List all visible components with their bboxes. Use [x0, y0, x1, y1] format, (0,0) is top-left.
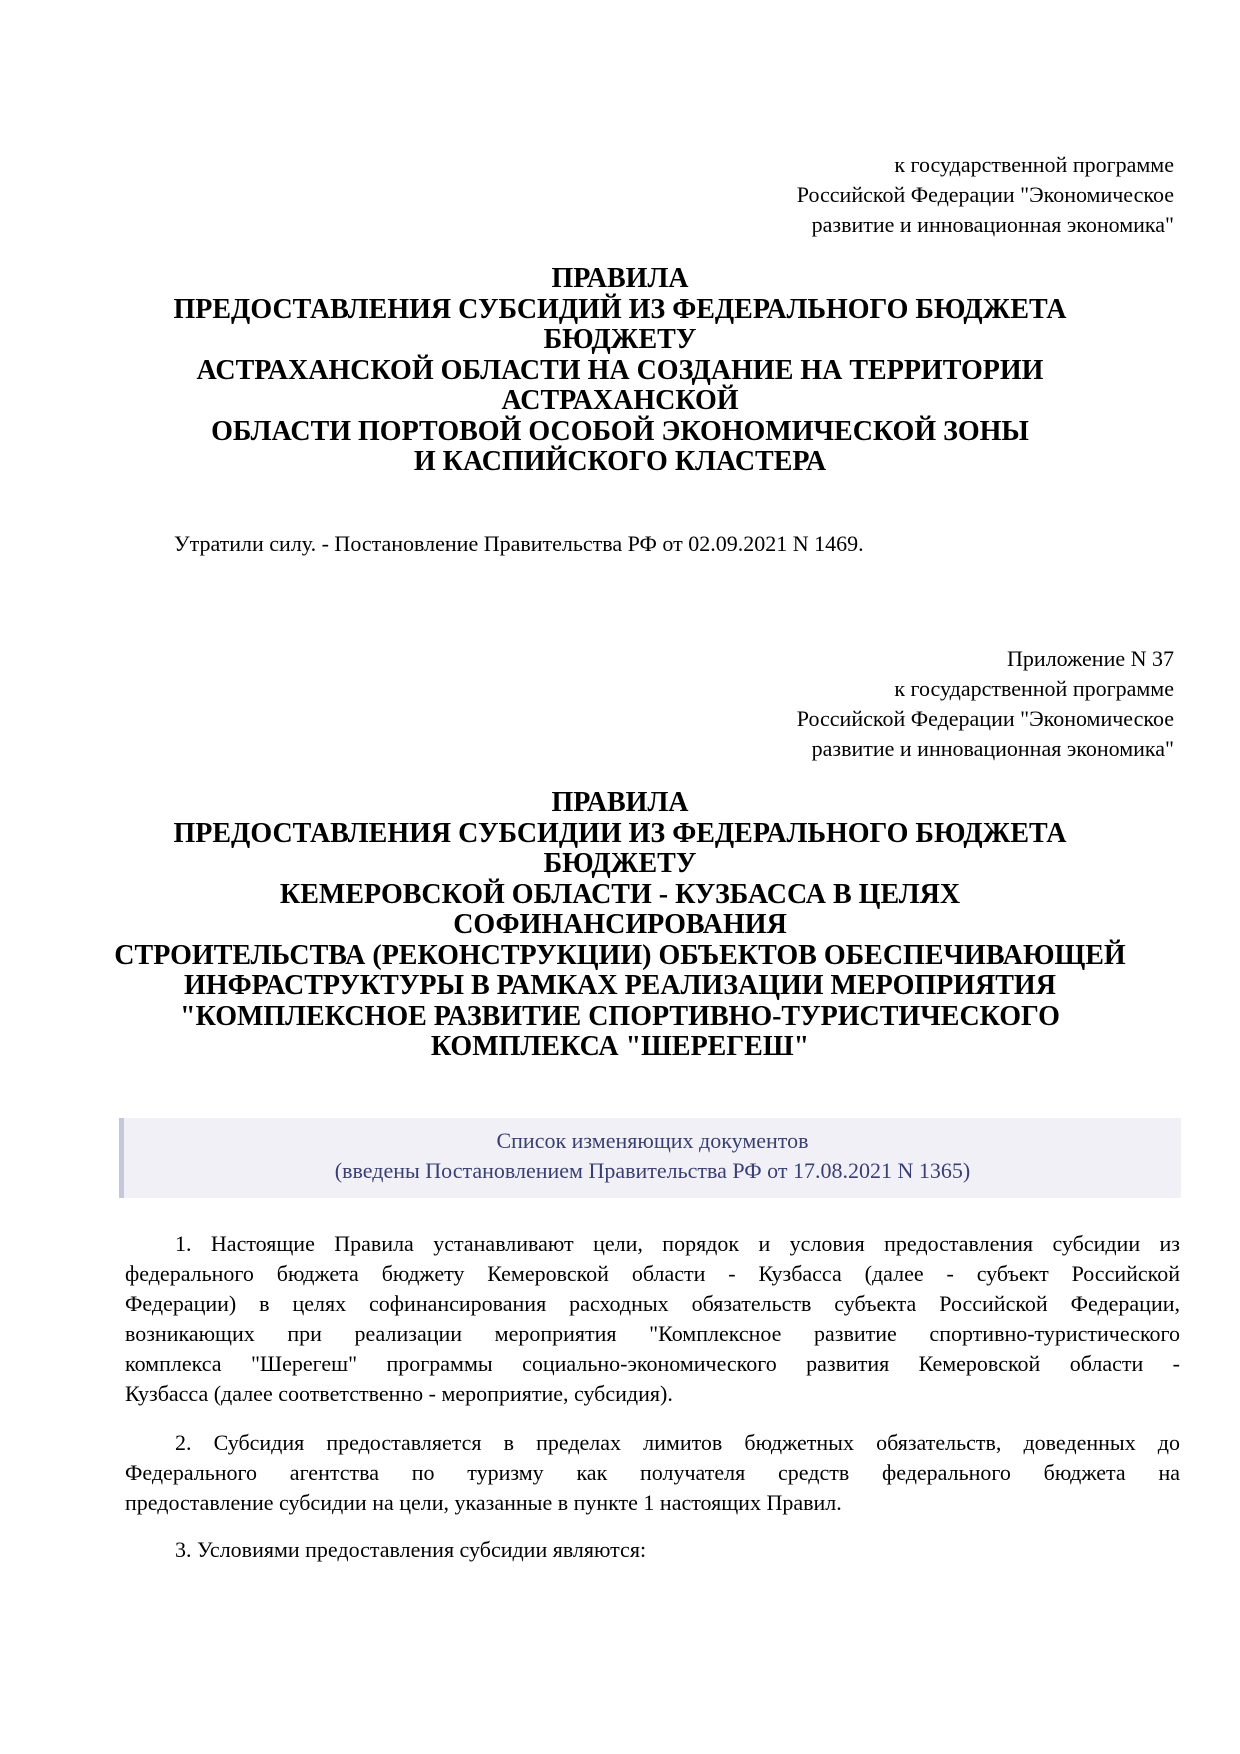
paragraph-line: 3. Условиями предоставления субсидии являются: — [175, 1537, 647, 1562]
changes-list-title: Список изменяющих документов — [496, 1128, 809, 1153]
title-line: АСТРАХАНСКОЙ — [501, 385, 739, 416]
paragraph-line: предоставление субсидии на цели, указанные в пункте 1 настоящих Правил. — [125, 1490, 842, 1515]
title-line: КОМПЛЕКСА "ШЕРЕГЕШ" — [430, 1031, 810, 1062]
title-line: СОФИНАНСИРОВАНИЯ — [453, 909, 787, 940]
title-line: КЕМЕРОВСКОЙ ОБЛАСТИ - КУЗБАССА В ЦЕЛЯХ — [279, 878, 961, 910]
title-line: ПРАВИЛА — [551, 263, 689, 294]
title-line: БЮДЖЕТУ — [543, 324, 697, 355]
appendix-number: Приложение N 37 — [1007, 646, 1174, 671]
title-line: АСТРАХАНСКОЙ ОБЛАСТИ НА СОЗДАНИЕ НА ТЕРРИТОРИИ — [196, 354, 1044, 386]
paragraph-1 — [125, 1229, 1180, 1409]
appendix-header-line: к государственной программе — [894, 152, 1174, 177]
paragraph-line: Кузбасса (далее соответственно - мероприятие, субсидия). — [125, 1381, 673, 1406]
title-line: ОБЛАСТИ ПОРТОВОЙ ОСОБОЙ ЭКОНОМИЧЕСКОЙ ЗОНЫ — [211, 415, 1029, 447]
paragraph-line: Федерации) в целях софинансирования расходных обязательств субъекта Российской Федерации, — [125, 1291, 1180, 1316]
paragraph-line: федерального бюджета бюджету Кемеровской области - Кузбасса (далее - субъект Российской — [125, 1261, 1180, 1286]
paragraph-line: возникающих при реализации мероприятия "Комплексное развитие спортивно-туристического — [125, 1321, 1180, 1346]
appendix-header-line: Российской Федерации "Экономическое — [796, 706, 1174, 731]
appendix-header-line: к государственной программе — [894, 676, 1174, 701]
title-line: ИНФРАСТРУКТУРЫ В РАМКАХ РЕАЛИЗАЦИИ МЕРОПРИЯТИЯ — [184, 970, 1056, 1001]
title-line: И КАСПИЙСКОГО КЛАСТЕРА — [413, 446, 827, 477]
rules-title-second — [100, 788, 1140, 1063]
title-line: СТРОИТЕЛЬСТВА (РЕКОНСТРУКЦИИ) ОБЪЕКТОВ ОБЕСПЕЧИВАЮЩЕЙ — [114, 939, 1126, 971]
rules-title-first — [100, 264, 1140, 478]
paragraph-line: комплекса "Шерегеш" программы социально-экономического развития Кемеровской области - — [125, 1351, 1180, 1376]
paragraph-2 — [125, 1428, 1180, 1518]
appendix-header-line: Российской Федерации "Экономическое — [796, 182, 1174, 207]
lost-force-note: Утратили силу. - Постановление Правительства РФ от 02.09.2021 N 1469. — [174, 531, 864, 556]
changes-list-box — [119, 1118, 1181, 1198]
appendix-header-second — [797, 644, 1174, 764]
appendix-header-first — [797, 150, 1174, 240]
title-line: ПРАВИЛА — [551, 787, 689, 818]
paragraph-line: Федерального агентства по туризму как получателя средств федерального бюджета на — [125, 1460, 1180, 1485]
title-line: ПРЕДОСТАВЛЕНИЯ СУБСИДИЙ ИЗ ФЕДЕРАЛЬНОГО БЮДЖЕТА — [173, 293, 1067, 325]
changes-list-entry[interactable]: (введены Постановлением Правительства РФ от 17.08.2021 N 1365) — [334, 1158, 971, 1183]
title-line: "КОМПЛЕКСНОЕ РАЗВИТИЕ СПОРТИВНО-ТУРИСТИЧЕСКОГО — [180, 1000, 1060, 1032]
appendix-header-line: развитие и инновационная экономика" — [811, 736, 1174, 761]
title-line: ПРЕДОСТАВЛЕНИЯ СУБСИДИИ ИЗ ФЕДЕРАЛЬНОГО БЮДЖЕТА — [173, 817, 1067, 849]
paragraph-line: 1. Настоящие Правила устанавливают цели, порядок и условия предоставления субсидии из — [175, 1231, 1180, 1256]
paragraph-3 — [125, 1535, 1180, 1565]
paragraph-line: 2. Субсидия предоставляется в пределах лимитов бюджетных обязательств, доведенных до — [175, 1430, 1180, 1455]
title-line: БЮДЖЕТУ — [543, 848, 697, 879]
appendix-header-line: развитие и инновационная экономика" — [811, 212, 1174, 237]
